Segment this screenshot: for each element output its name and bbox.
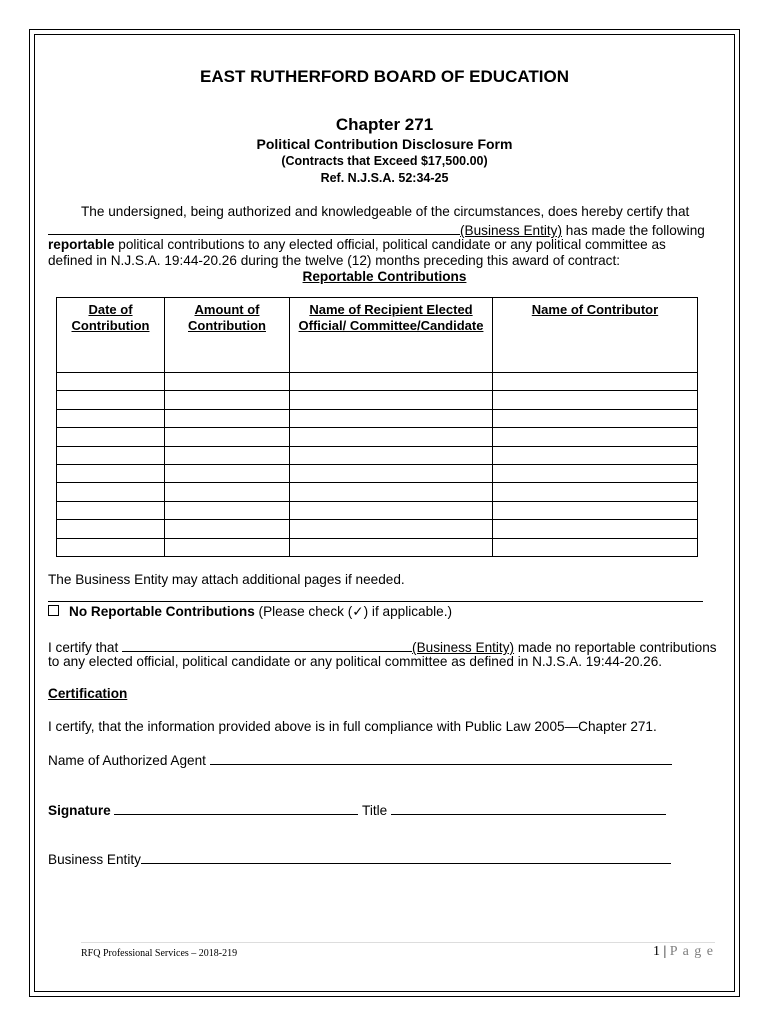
- table-cell[interactable]: [57, 464, 165, 482]
- intro-line-4: defined in N.J.S.A. 19:44-20.26 during the twelve (12) months preceding this award of contract:: [48, 253, 621, 268]
- business-entity-row: [48, 850, 671, 867]
- table-cell[interactable]: [57, 373, 165, 391]
- section-divider: [48, 601, 703, 602]
- contributions-table: [56, 297, 698, 557]
- certification-heading: Certification: [48, 686, 128, 701]
- authorized-agent-row: [48, 751, 672, 768]
- certify-line-2: to any elected official, political candidate or any political committee as defined in N.J.S.A. 19:44-20.26.: [48, 654, 663, 669]
- signature-field[interactable]: [114, 801, 358, 815]
- reportable-word: reportable: [48, 237, 115, 252]
- table-cell[interactable]: [57, 520, 165, 538]
- footer-rule: [81, 942, 715, 943]
- intro-line-3-rest: political contributions to any elected official, political candidate or any political committee as: [114, 237, 666, 252]
- table-cell[interactable]: [57, 428, 165, 446]
- table-cell[interactable]: [165, 501, 290, 519]
- title-label: Title: [362, 803, 388, 818]
- authorized-agent-label: Name of Authorized Agent: [48, 753, 206, 768]
- table-cell[interactable]: [290, 520, 493, 538]
- signature-label: Signature: [48, 803, 111, 818]
- table-cell[interactable]: [493, 391, 698, 409]
- table-row: [57, 428, 698, 446]
- table-cell[interactable]: [493, 464, 698, 482]
- table-cell[interactable]: [57, 501, 165, 519]
- table-cell[interactable]: [165, 409, 290, 427]
- table-cell[interactable]: [165, 428, 290, 446]
- table-cell[interactable]: [57, 483, 165, 501]
- reportable-contributions-heading: Reportable Contributions: [302, 269, 467, 284]
- col-header-amount: Amount of Contribution: [165, 298, 290, 373]
- table-cell[interactable]: [165, 483, 290, 501]
- table-header-row: [57, 298, 698, 373]
- table-cell[interactable]: [290, 409, 493, 427]
- table-row: [57, 520, 698, 538]
- table-row: [57, 409, 698, 427]
- authorized-agent-field[interactable]: [210, 751, 672, 765]
- table-cell[interactable]: [290, 483, 493, 501]
- table-row: [57, 501, 698, 519]
- no-contrib-line: [48, 604, 452, 620]
- certification-statement: I certify, that the information provided above is in full compliance with Public Law 2005—Chapter 271.: [48, 719, 657, 734]
- page-number: [653, 944, 714, 960]
- certify-line-1: [48, 638, 717, 655]
- attach-note: The Business Entity may attach additional pages if needed.: [48, 572, 405, 587]
- table-row: [57, 483, 698, 501]
- col-header-contributor: Name of Contributor: [493, 298, 698, 373]
- business-entity-field[interactable]: [141, 850, 671, 864]
- col-header-recipient: Name of Recipient Elected Official/ Committee/Candidate: [290, 298, 493, 373]
- table-cell[interactable]: [165, 538, 290, 556]
- title-field[interactable]: [391, 801, 666, 815]
- board-title: EAST RUTHERFORD BOARD OF EDUCATION: [200, 67, 569, 86]
- table-cell[interactable]: [493, 520, 698, 538]
- table-cell[interactable]: [493, 409, 698, 427]
- certify-entity-label: (Business Entity): [412, 640, 515, 655]
- table-row: [57, 464, 698, 482]
- table-cell[interactable]: [493, 483, 698, 501]
- intro-line-1: The undersigned, being authorized and knowledgeable of the circumstances, does hereby certify that: [81, 204, 690, 219]
- intro-line-3: [48, 237, 666, 252]
- table-cell[interactable]: [493, 501, 698, 519]
- footer-left: RFQ Professional Services – 2018-219: [81, 948, 238, 959]
- intro-line-2: [48, 221, 705, 238]
- no-contributions-checkbox[interactable]: [48, 605, 59, 616]
- table-cell[interactable]: [57, 446, 165, 464]
- table-cell[interactable]: [57, 391, 165, 409]
- table-cell[interactable]: [57, 538, 165, 556]
- table-cell[interactable]: [493, 428, 698, 446]
- table-cell[interactable]: [493, 446, 698, 464]
- chapter-title: Chapter 271: [335, 115, 434, 134]
- table-cell[interactable]: [290, 446, 493, 464]
- business-entity-field-label: Business Entity: [48, 852, 141, 867]
- col-header-date: Date of Contribution: [57, 298, 165, 373]
- page-separator: |: [659, 944, 670, 959]
- table-cell[interactable]: [290, 373, 493, 391]
- certify-entity-blank[interactable]: [122, 638, 412, 652]
- table-cell[interactable]: [165, 464, 290, 482]
- table-cell[interactable]: [493, 373, 698, 391]
- certify-end: made no reportable contributions: [514, 640, 717, 655]
- no-contrib-instruction: (Please check (✓) if applicable.): [254, 604, 453, 619]
- certify-start: I certify that: [48, 640, 123, 655]
- business-entity-label: (Business Entity): [460, 223, 562, 238]
- table-cell[interactable]: [290, 538, 493, 556]
- table-cell[interactable]: [290, 391, 493, 409]
- table-row: [57, 538, 698, 556]
- business-entity-blank[interactable]: [48, 221, 460, 235]
- ref-citation: Ref. N.J.S.A. 52:34-25: [320, 171, 449, 185]
- table-cell[interactable]: [165, 520, 290, 538]
- table-cell[interactable]: [290, 428, 493, 446]
- table-cell[interactable]: [165, 373, 290, 391]
- page-number-value: 1: [652, 944, 660, 959]
- signature-row: [48, 801, 666, 818]
- table-cell[interactable]: [57, 409, 165, 427]
- page-word: P a g e: [669, 944, 714, 959]
- table-cell[interactable]: [290, 464, 493, 482]
- no-contrib-label: No Reportable Contributions: [69, 604, 255, 619]
- table-row: [57, 446, 698, 464]
- table-cell[interactable]: [493, 538, 698, 556]
- intro-line-2-rest: has made the following: [562, 223, 705, 238]
- table-cell[interactable]: [290, 501, 493, 519]
- table-row: [57, 391, 698, 409]
- table-row: [57, 373, 698, 391]
- contracts-note: (Contracts that Exceed $17,500.00): [281, 154, 488, 168]
- table-cell[interactable]: [165, 391, 290, 409]
- form-name: Political Contribution Disclosure Form: [256, 136, 513, 152]
- table-cell[interactable]: [165, 446, 290, 464]
